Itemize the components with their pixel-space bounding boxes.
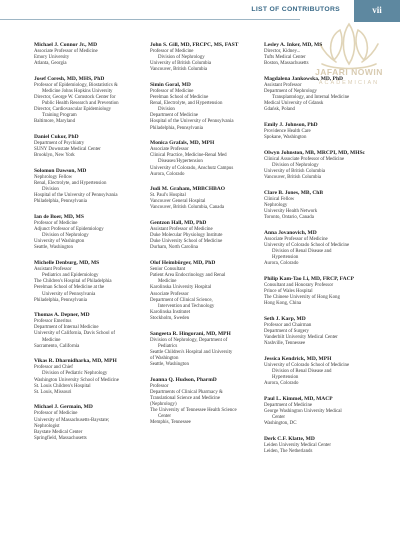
contributor-affiliation-line: Vancouver, British Columbia, Canada xyxy=(150,205,225,211)
page-header xyxy=(0,0,400,22)
contributor-entry xyxy=(150,82,258,132)
contributor-entry xyxy=(264,436,376,455)
contributor-affiliation-line: Toronto, Ontario, Canada xyxy=(264,214,314,220)
contributor-affiliation-line: Diseases/Hypertension xyxy=(158,159,203,165)
contributor-name: Paul L. Kimmel, MD, MACP xyxy=(264,395,333,402)
contributor-affiliation-line: Vanderbilt University Medical Center xyxy=(264,334,338,340)
contributor-affiliation-line: Division of Renal Disease and xyxy=(272,248,332,254)
contributor-name: Clare B. Jones, MB, ChB xyxy=(264,189,324,196)
contributor-affiliation-line: Department of Nephrology xyxy=(264,88,317,94)
contributor-affiliation-line: Pediatrics xyxy=(158,343,178,349)
contributor-affiliation-line: Providence Health Care xyxy=(264,128,311,134)
contributor-affiliation-line: Prince of Wales Hospital xyxy=(264,288,313,294)
contributor-name: Olwyn Johnston, MB, MRCPI, MD, MHSc xyxy=(264,149,365,156)
contributor-affiliation-line: St. Louis Children's Hospital xyxy=(34,383,91,389)
contributor-affiliation-line: Division of Renal Disease and xyxy=(272,368,332,374)
contributor-affiliation-line: Associate Professor xyxy=(150,291,189,297)
contributor-affiliation-line: SUNY Downstate Medical Center xyxy=(34,147,101,153)
contributor-affiliation-line: George Washington University Medical xyxy=(264,408,342,414)
contributor-affiliation-line: Adjunct Professor of Epidemiology xyxy=(34,227,104,233)
contributor-affiliation-line: Division of Nephrology xyxy=(158,55,205,61)
contributor-affiliation-line: Nephrology Fellow xyxy=(34,175,73,180)
contributor-affiliation-line: Division of Nephrology xyxy=(42,233,89,239)
contributor-affiliation-line: University of British Columbia xyxy=(150,61,211,67)
contributor-name: Anna Jovanovich, MD xyxy=(264,229,317,236)
contributor-affiliation-line: Medical University of Gdansk xyxy=(264,101,324,107)
contributor-affiliation-line: Assistant Professor xyxy=(34,267,72,273)
contributor-affiliation-line: Vancouver, British Columbia xyxy=(264,175,321,180)
contributor-affiliation-line: Brooklyn, New York xyxy=(34,153,75,159)
contributor-name: Sangeeta R. Hingorani, MD, MPH xyxy=(150,330,231,337)
contributor-affiliation-line: Hospital of the University of Pennsylvania xyxy=(150,119,234,125)
contributor-affiliation-line: Duke University School of Medicine xyxy=(150,239,223,245)
contributor-entry xyxy=(34,42,140,67)
contributor-entry xyxy=(150,260,258,322)
contributor-name: Josef Coresh, MD, MHS, PhD xyxy=(34,75,105,82)
contributor-affiliation-line: Leiden University Medical Center xyxy=(264,442,331,448)
contributor-entry xyxy=(34,214,140,251)
contributor-name: Jessica Kendrick, MD, MPH xyxy=(264,355,332,362)
contributor-entry xyxy=(264,122,376,141)
contributor-entry xyxy=(264,316,376,347)
contributor-affiliation-line: Assistant Professor of Medicine xyxy=(150,227,213,233)
contributor-entry xyxy=(264,276,376,307)
contributor-affiliation-line: University of Massachusetts-Baystate; xyxy=(34,417,110,423)
contributor-affiliation-line: (Nephrology) xyxy=(150,401,177,407)
contributor-affiliation-line: Public Health Research and Prevention xyxy=(42,101,119,107)
contributor-entry xyxy=(264,356,376,387)
contributor-affiliation-line: of Washington xyxy=(150,355,179,361)
contributor-affiliation-line: Professor of Medicine xyxy=(150,88,194,94)
contributor-affiliation-line: Seattle, Washington xyxy=(34,245,73,251)
contributor-affiliation-line: Professor of Medicine xyxy=(150,49,194,54)
contributor-affiliation-line: Seattle, Washington xyxy=(150,361,189,367)
contributor-affiliation-line: St. Louis, Missouri xyxy=(34,389,72,395)
contributor-name: Seth J. Karp, MD xyxy=(264,315,306,322)
contributor-affiliation-line: Emory University xyxy=(34,55,70,61)
contributor-name: Judi M. Graham, MBBCHBAO xyxy=(150,186,226,193)
contributor-entry xyxy=(34,168,140,205)
contributor-affiliation-line: Hong Kong, China xyxy=(264,301,302,306)
contributor-affiliation-line: Seattle Children's Hospital and University xyxy=(150,349,233,355)
contributor-affiliation-line: Division of Pediatric Nephrology xyxy=(42,371,108,377)
contributor-affiliation-line: Renal, Electrolyte, and Hypertension xyxy=(150,101,223,107)
contributor-affiliation-line: Associate Professor xyxy=(150,147,189,153)
contributor-affiliation-line: Senior Consultant xyxy=(150,267,186,273)
contributor-affiliation-line: Hospital of the University of Pennsylvania xyxy=(34,193,118,199)
contributor-entry xyxy=(264,190,376,221)
contributor-affiliation-line: Karolinska Institutet xyxy=(150,309,191,315)
contributor-name: Michael J. Connor Jr., MD xyxy=(34,42,98,48)
contributor-name: Daniel Cukor, PhD xyxy=(34,134,79,141)
contributor-name: Magdalena Jankowska, MD, PhD xyxy=(264,75,343,82)
contributor-affiliation-line: University of California, Davis School of xyxy=(34,331,115,337)
contributor-entry xyxy=(150,186,258,211)
contributor-affiliation-line: Transplantology, and Internal Medicine xyxy=(272,95,350,101)
running-header-title: LIST OF CONTRIBUTORS xyxy=(251,6,340,13)
contributor-name: Vikas R. Dharnidharka, MD, MPH xyxy=(34,358,117,365)
contributor-affiliation-line: Aurora, Colorado xyxy=(150,171,185,177)
contributor-affiliation-line: University of Washington xyxy=(34,239,85,245)
contributor-affiliation-line: Sacramento, California xyxy=(34,343,80,349)
contributor-name: Monica Grafals, MD, MPH xyxy=(150,140,215,147)
watermark-subtitle: ACADEMICIAN xyxy=(318,80,380,86)
contributor-affiliation-line: Professor Emeritus xyxy=(34,319,72,325)
contributor-entry xyxy=(34,260,140,304)
watermark-name: JAFARI NOWIN xyxy=(315,67,383,77)
contributor-affiliation-line: Departments of Clinical Pharmacy & xyxy=(150,389,223,395)
contributor-affiliation-line: Professor of Medicine xyxy=(34,411,78,417)
contributor-affiliation-line: The Children's Hospital of Philadelphia xyxy=(34,279,112,285)
contributor-affiliation-line: Vancouver, British Columbia xyxy=(150,67,207,73)
contributor-affiliation-line: Leiden, The Netherlands xyxy=(264,448,313,454)
contributor-affiliation-line: Philadelphia, Pennsylvania xyxy=(150,125,203,131)
contributor-affiliation-line: Aurora, Colorado xyxy=(264,261,299,267)
contributor-affiliation-line: Vancouver General Hospital xyxy=(150,199,206,205)
contributor-affiliation-line: Durham, North Carolina xyxy=(150,245,198,251)
contributor-affiliation-line: Medicine xyxy=(158,279,177,285)
contributor-affiliation-line: Spokane, Washington xyxy=(264,135,307,141)
contributor-affiliation-line: Patient Area Endocrinology and Renal xyxy=(150,273,226,279)
contributor-affiliation-line: Washington, DC xyxy=(264,420,297,426)
contributor-affiliation-line: Springfield, Massachusetts xyxy=(34,435,87,441)
contributor-affiliation-line: Washington University School of Medicine xyxy=(34,377,119,383)
contributor-affiliation-line: Department of Clinical Science, xyxy=(150,297,213,303)
contributor-name: Gentzon Hall, MD, PhD xyxy=(150,220,207,227)
contributor-affiliation-line: Renal, Electrolyte, and Hypertension xyxy=(34,181,107,187)
contributor-name: Ian de Boer, MD, MS xyxy=(34,214,84,221)
contributor-affiliation-line: Division of Nephrology xyxy=(272,162,319,168)
contributor-entry xyxy=(264,230,376,267)
contributor-name: Lesley A. Inker, MD, MS xyxy=(264,42,323,48)
contributor-affiliation-line: Memphis, Tennessee xyxy=(150,420,191,426)
contributor-affiliation-line: Division xyxy=(42,187,59,193)
contributor-affiliation-line: Professor of Epidemiology, Biostatistics & xyxy=(34,82,118,88)
contributor-affiliation-line: Director, Kidney... xyxy=(264,49,301,54)
contributor-name: Derk C.F. Klatte, MD xyxy=(264,435,315,442)
contributor-affiliation-line: University of British Columbia xyxy=(264,168,325,174)
contributor-affiliation-line: Nephrologist xyxy=(34,423,60,429)
contributor-affiliation-line: Perelman School of Medicine at the xyxy=(34,285,105,291)
contributor-affiliation-line: Tufts Medical Center xyxy=(264,55,306,61)
contributor-entry xyxy=(264,76,376,113)
contributor-entry xyxy=(34,312,140,349)
contributor-affiliation-line: Duke Molecular Physiology Institute xyxy=(150,233,223,239)
contributor-name: Philip Kam-Tao Li, MD, FRCP, FACP xyxy=(264,275,354,282)
contributor-affiliation-line: Training Program xyxy=(42,113,77,119)
contributor-affiliation-line: Intervention and Technology xyxy=(158,303,215,309)
contributor-affiliation-line: Medicine xyxy=(42,337,61,343)
contributor-affiliation-line: Center xyxy=(158,414,172,420)
contributor-name: Michael J. Germain, MD xyxy=(34,404,93,411)
contributor-affiliation-line: Philadelphia, Pennsylvania xyxy=(34,199,87,205)
contributor-affiliation-line: Professor of Medicine xyxy=(34,221,78,227)
contributor-affiliation-line: Perelman School of Medicine xyxy=(150,95,209,101)
contributor-affiliation-line: Translational Science and Medicine xyxy=(150,395,221,401)
contributor-name: Simin Goral, MD xyxy=(150,81,191,88)
contributor-affiliation-line: Division of Nephrology, Department of xyxy=(150,337,228,343)
contributor-affiliation-line: Director, Cardiovascular Epidemiology xyxy=(34,107,112,113)
contributor-entry xyxy=(34,358,140,395)
contributor-affiliation-line: Department of Internal Medicine xyxy=(34,325,99,331)
contributor-entry xyxy=(150,377,258,427)
contributor-affiliation-line: Hypertension xyxy=(272,374,299,380)
contributor-affiliation-line: Pediatrics and Epidemiology xyxy=(42,273,99,279)
contributor-name: Michelle Denburg, MD, MS xyxy=(34,260,100,267)
contributor-affiliation-line: Clinical Practice, Medicine-Renal Med xyxy=(150,153,227,159)
contributor-name: Emily J. Johnson, PhD xyxy=(264,121,318,128)
contributor-affiliation-line: Division xyxy=(158,107,175,113)
header-rule xyxy=(0,19,300,20)
contributor-entry xyxy=(150,140,258,177)
contributors-column-3 xyxy=(264,42,376,463)
contributors-column-2 xyxy=(150,42,258,435)
contributor-affiliation-line: University Health Network xyxy=(264,208,318,214)
contributor-affiliation-line: Director, George W. Comstock Center for xyxy=(34,95,116,101)
contributor-affiliation-line: The Chinese University of Hong Kong xyxy=(264,294,340,300)
contributor-affiliation-line: Baystate Medical Center xyxy=(34,429,83,435)
contributor-affiliation-line: Boston, Massachusetts xyxy=(264,61,309,67)
contributor-affiliation-line: Clinical Fellow xyxy=(264,196,295,202)
contributor-name: Joanna Q. Hudson, PharmD xyxy=(150,376,217,383)
contributor-entry xyxy=(150,331,258,368)
contributor-affiliation-line: Professor xyxy=(150,383,169,389)
contributor-affiliation-line: Assistant Professor xyxy=(264,82,302,88)
contributor-affiliation-line: Associate Professor of Medicine xyxy=(264,236,328,242)
contributor-entry xyxy=(264,42,376,67)
contributor-affiliation-line: Department of Medicine xyxy=(150,113,199,119)
contributor-affiliation-line: Consultant and Honorary Professor xyxy=(264,282,334,288)
contributor-entry xyxy=(264,396,376,427)
contributor-affiliation-line: Professor and Chairman xyxy=(264,322,312,328)
contributor-affiliation-line: Atlanta, Georgia xyxy=(34,61,67,67)
contributor-affiliation-line: Medicine Johns Hopkins University xyxy=(42,88,113,94)
contributor-entry xyxy=(34,76,140,126)
contributor-entry xyxy=(150,42,258,73)
contributor-affiliation-line: Department of Medicine xyxy=(264,402,313,408)
contributor-affiliation-line: Associate Professor of Medicine xyxy=(34,49,98,54)
contributor-entry xyxy=(264,150,376,181)
contributor-affiliation-line: Baltimore, Maryland xyxy=(34,119,76,125)
contributor-affiliation-line: Department of Psychiatry xyxy=(34,141,85,147)
contributor-name: Olof Heimbürger, MD, PhD xyxy=(150,260,216,267)
contributor-entry xyxy=(34,404,140,441)
contributor-affiliation-line: University of Colorado, Anschutz Campus xyxy=(150,165,234,171)
contributor-affiliation-line: Aurora, Colorado xyxy=(264,380,299,386)
contributor-affiliation-line: University of Colorado School of Medicine xyxy=(264,242,350,248)
contributor-affiliation-line: St. Paul's Hospital xyxy=(150,193,186,199)
contributor-affiliation-line: University of Pennsylvania xyxy=(42,291,96,297)
contributor-affiliation-line: Stockholm, Sweden xyxy=(150,315,190,321)
contributor-affiliation-line: Nashville, Tennessee xyxy=(264,340,306,346)
contributor-entry xyxy=(150,220,258,251)
contributor-entry xyxy=(34,134,140,159)
contributor-affiliation-line: Professor and Chief xyxy=(34,365,73,371)
contributor-name: Thomas A. Depner, MD xyxy=(34,312,90,319)
contributor-affiliation-line: University of Colorado School of Medicine xyxy=(264,362,350,368)
contributor-affiliation-line: Philadelphia, Pennsylvania xyxy=(34,297,87,303)
contributor-name: John S. Gill, MD, FRCPC, MS, FAST xyxy=(150,42,239,48)
contributor-affiliation-line: Hypertension xyxy=(272,254,299,260)
page-number-tab xyxy=(354,0,400,22)
contributor-affiliation-line: Karolinska University Hospital xyxy=(150,285,212,291)
page-number: vii xyxy=(372,5,382,15)
contributor-affiliation-line: Nephrology xyxy=(264,202,288,208)
contributors-column-1 xyxy=(34,42,140,450)
contributor-affiliation-line: The University of Tennessee Health Science xyxy=(150,408,237,413)
contributor-affiliation-line: Department of Surgery xyxy=(264,328,309,334)
contributor-affiliation-line: Center xyxy=(272,414,286,420)
contributor-affiliation-line: Clinical Associate Professor of Medicine xyxy=(264,156,345,162)
contributor-name: Solomon Dawson, MD xyxy=(34,168,87,174)
contributor-affiliation-line: Gdańsk, Poland xyxy=(264,107,295,113)
